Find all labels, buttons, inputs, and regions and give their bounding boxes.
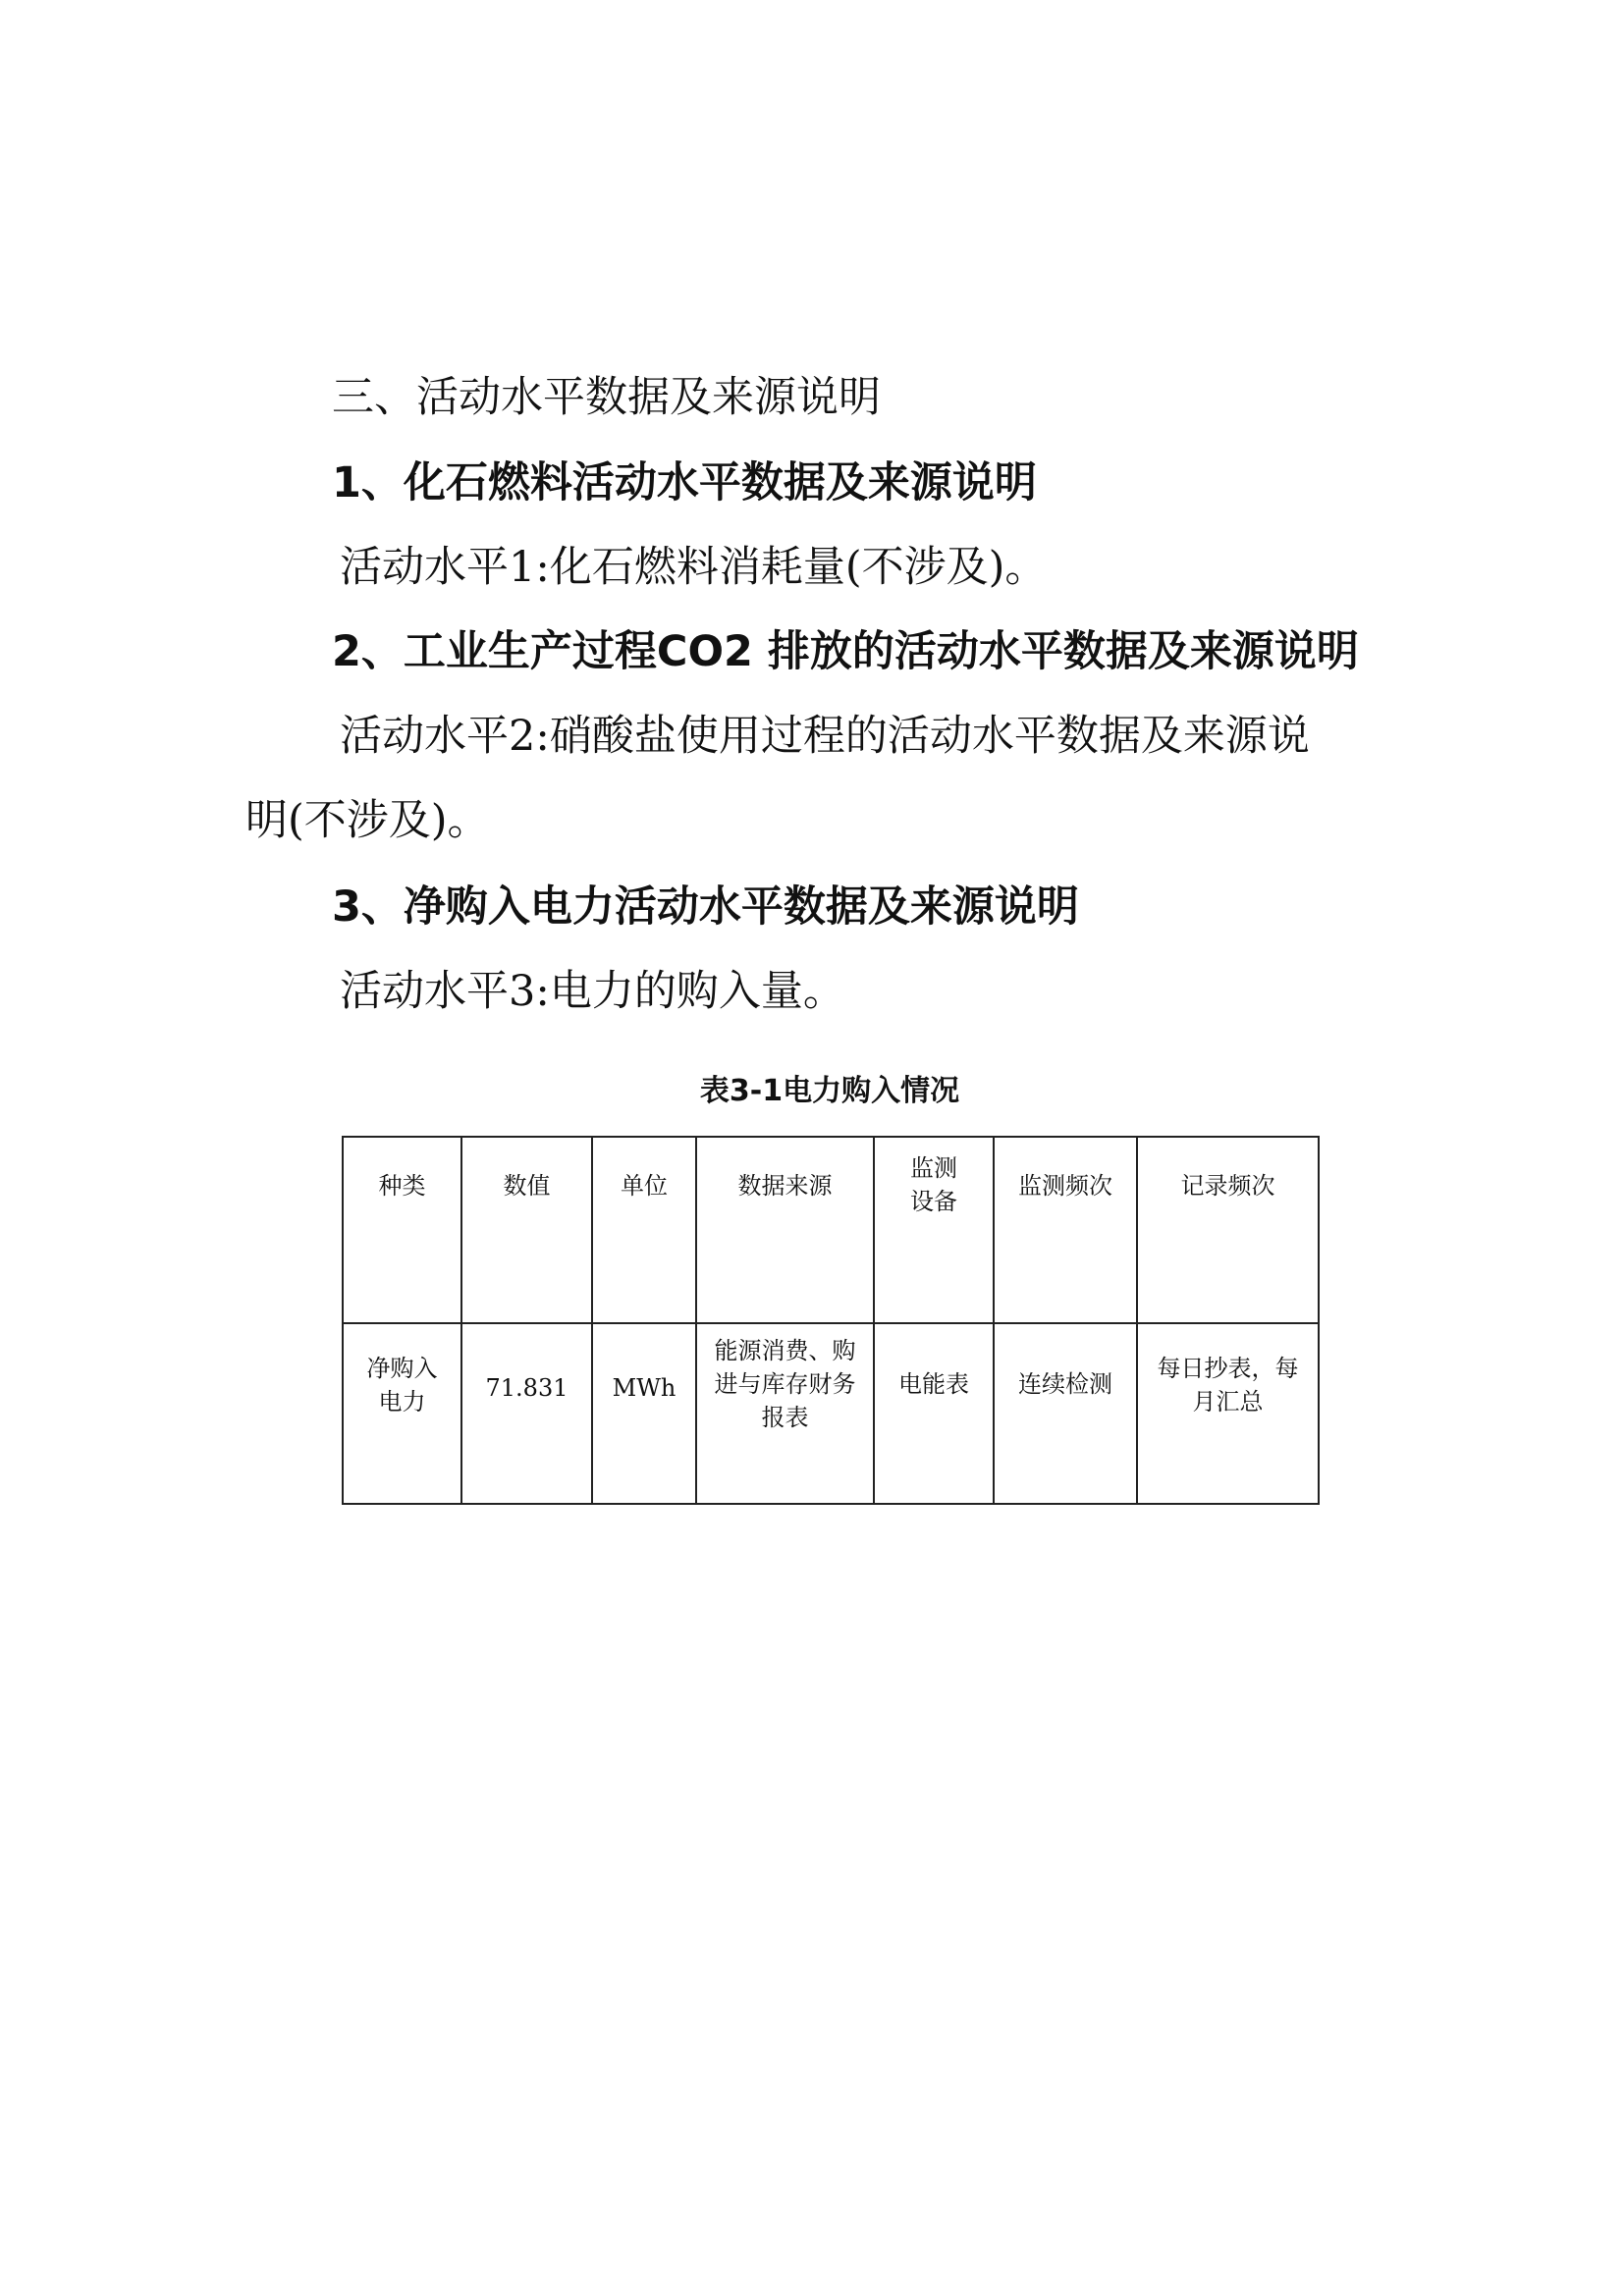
table-cell: 净购入 电力 bbox=[343, 1323, 461, 1504]
subsection-paragraph-2-line-2: 明(不涉及)。 bbox=[245, 796, 490, 845]
header-cell: 监测 设备 bbox=[874, 1137, 994, 1323]
table-cell: 电能表 bbox=[874, 1323, 994, 1504]
header-cell: 种类 bbox=[343, 1137, 461, 1323]
electricity-purchase-table bbox=[342, 1136, 1320, 1505]
table-cell: 每日抄表，每 月汇总 bbox=[1137, 1323, 1319, 1504]
table-cell: 连续检测 bbox=[994, 1323, 1137, 1504]
header-cell: 单位 bbox=[592, 1137, 696, 1323]
table-cell: MWh bbox=[592, 1323, 696, 1504]
header-cell: 数值 bbox=[461, 1137, 592, 1323]
header-cell: 监测频次 bbox=[994, 1137, 1137, 1323]
subsection-heading-2: 2、工业生产过程CO2 排放的活动水平数据及来源说明 bbox=[332, 627, 1359, 676]
table-row bbox=[343, 1323, 1319, 1504]
subsection-paragraph-2-line-1: 活动水平2:硝酸盐使用过程的活动水平数据及来源说 bbox=[340, 712, 1310, 761]
table-header-row bbox=[343, 1137, 1319, 1323]
table-cell: 能源消费、购 进与库存财务 报表 bbox=[696, 1323, 874, 1504]
table-caption: 表3-1电力购入情况 bbox=[699, 1074, 960, 1108]
table-cell: 71.831 bbox=[461, 1323, 592, 1504]
subsection-heading-1: 1、化石燃料活动水平数据及来源说明 bbox=[332, 458, 1037, 507]
header-cell: 记录频次 bbox=[1137, 1137, 1319, 1323]
section-title: 三、活动水平数据及来源说明 bbox=[332, 373, 881, 422]
subsection-paragraph-1: 活动水平1:化石燃料消耗量(不涉及)。 bbox=[340, 543, 1048, 592]
subsection-heading-3: 3、净购入电力活动水平数据及来源说明 bbox=[332, 882, 1079, 932]
header-cell: 数据来源 bbox=[696, 1137, 874, 1323]
subsection-paragraph-3: 活动水平3:电力的购入量。 bbox=[340, 967, 845, 1016]
